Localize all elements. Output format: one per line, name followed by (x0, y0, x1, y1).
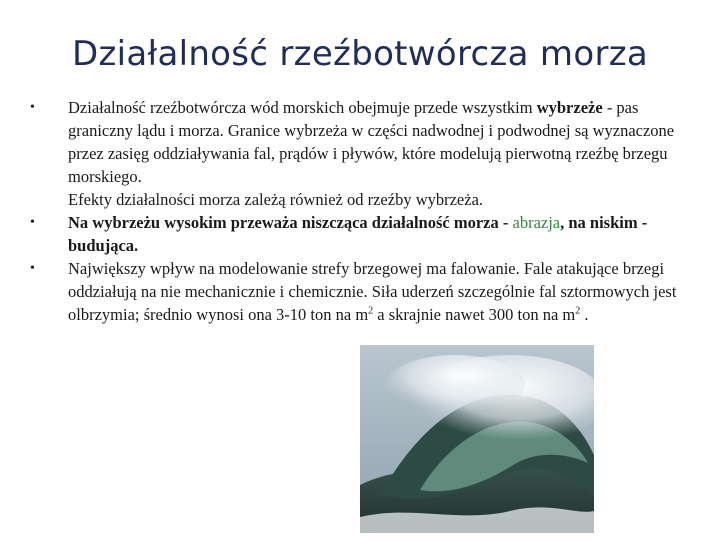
wave-photo (360, 345, 594, 533)
bullet-item-1 (30, 96, 690, 211)
bullet-dot: • (30, 100, 35, 115)
paragraph-text: - pas graniczny lądu i morza. Granice wybrzeża w części nadwodnej i podwodnej są wyznaczone przez zasięg oddziaływania fal, prądów i pływów, które modelują pierwotną rzeźbę brzegu morskiego. (68, 98, 675, 186)
slide-title: Działalność rzeźbotwórcza morza (71, 34, 649, 74)
paragraph-text: Na wybrzeżu wysokim przeważa niszcząca działalność morza - (68, 213, 509, 232)
bullet-dot: • (30, 261, 35, 276)
bullet-item-3 (30, 257, 690, 326)
bullet-list (30, 96, 690, 326)
paragraph-text: Największy wpływ na modelowanie strefy brzegowej ma falowanie. Fale atakujące brzegi oddziałują na nie mechanicznie i chemicznie. Siła uderzeń szczególnie fal sztormowych jest olbrzymia; średnio wynosi ona 3-10 ton na m (68, 259, 677, 324)
paragraph-text: Efekty działalności morza zależą również od rzeźby wybrzeża. (68, 190, 484, 209)
bullet-item-2 (30, 211, 690, 257)
term-wybrzeze: wybrzeże (536, 98, 603, 117)
wave-image (360, 345, 594, 533)
paragraph-text: . (580, 305, 589, 324)
superscript: 2 (368, 305, 374, 317)
term-abrazja-link[interactable]: abrazja (512, 213, 561, 232)
paragraph-text: a skrajnie nawet 300 ton na m (373, 305, 576, 324)
bullet-dot: • (30, 215, 35, 230)
paragraph-text: Działalność rzeźbotwórcza wód morskich obejmuje przede wszystkim (68, 98, 533, 117)
paragraph-text: , na niskim - budująca. (68, 213, 648, 255)
superscript: 2 (575, 305, 581, 317)
